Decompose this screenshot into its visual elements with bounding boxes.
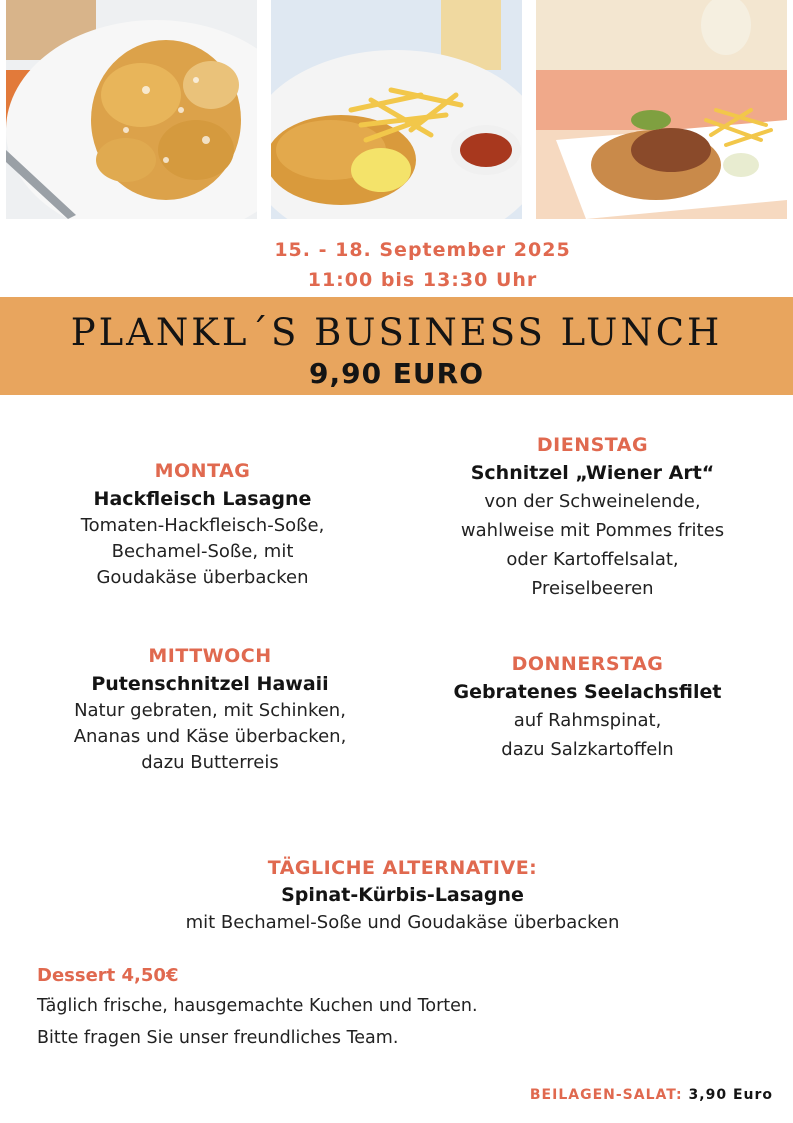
menu-wednesday [25,642,395,776]
dish-desc-line: dazu Salzkartoffeln [501,739,674,760]
dish-desc-line: Tomaten-Hackfleisch-Soße, [80,515,325,536]
dish-desc-line: auf Rahmspinat, [513,710,662,731]
day-name: MITTWOCH [148,645,272,667]
schnitzel-photo [271,0,522,219]
dish-desc-line: Preiselbeeren [531,578,654,599]
dessert-section [37,962,737,1054]
title-banner [0,297,793,395]
dish-desc-line: dazu Butterreis [141,752,279,773]
side-salad-label: BEILAGEN-SALAT: [529,1087,683,1103]
dish-desc-line: oder Kartoffelsalat, [506,549,679,570]
dessert-title: Dessert 4,50€ [37,965,179,986]
dish-name: Schnitzel „Wiener Art“ [470,462,715,484]
dish-name: Putenschnitzel Hawaii [91,673,329,695]
menu-tuesday [415,431,770,603]
date-header [0,235,793,295]
time-range: 11:00 bis 13:30 Uhr [307,269,538,291]
photo-strip [0,0,793,220]
dish-desc-line: Bechamel-Soße, mit [111,541,294,562]
dish-desc-line: wahlweise mit Pommes frites [460,520,725,541]
menu-thursday [415,650,760,764]
day-name: MONTAG [154,460,251,482]
kaiserschmarrn-photo [6,0,257,219]
banner-title: PLANKL´S BUSINESS LUNCH [70,311,723,354]
day-name: DIENSTAG [536,434,649,456]
banner-price: 9,90 EURO [308,357,485,390]
dessert-line: Bitte fragen Sie unser freundliches Team. [37,1028,399,1048]
dish-name: Hackfleisch Lasagne [93,488,312,510]
menu-monday [30,457,375,591]
dish-desc-line: von der Schweinelende, [484,491,701,512]
daily-alternative [0,855,793,936]
side-salad-price: 3,90 Euro [688,1087,773,1103]
alternative-desc: mit Bechamel-Soße und Goudakäse überbacken [185,912,620,933]
side-salad [530,1087,773,1103]
steak-plate-photo [536,0,787,219]
dish-desc-line: Ananas und Käse überbacken, [73,726,347,747]
date-range: 15. - 18. September 2025 [274,239,571,261]
dish-desc-line: Natur gebraten, mit Schinken, [74,700,346,721]
dish-desc-line: Goudakäse überbacken [96,567,309,588]
dessert-line: Täglich frische, hausgemachte Kuchen und Torten. [37,996,478,1016]
dish-name: Gebratenes Seelachsfilet [453,681,722,703]
alternative-dish: Spinat-Kürbis-Lasagne [281,884,524,906]
alternative-title: TÄGLICHE ALTERNATIVE: [267,857,538,879]
day-name: DONNERSTAG [511,653,664,675]
